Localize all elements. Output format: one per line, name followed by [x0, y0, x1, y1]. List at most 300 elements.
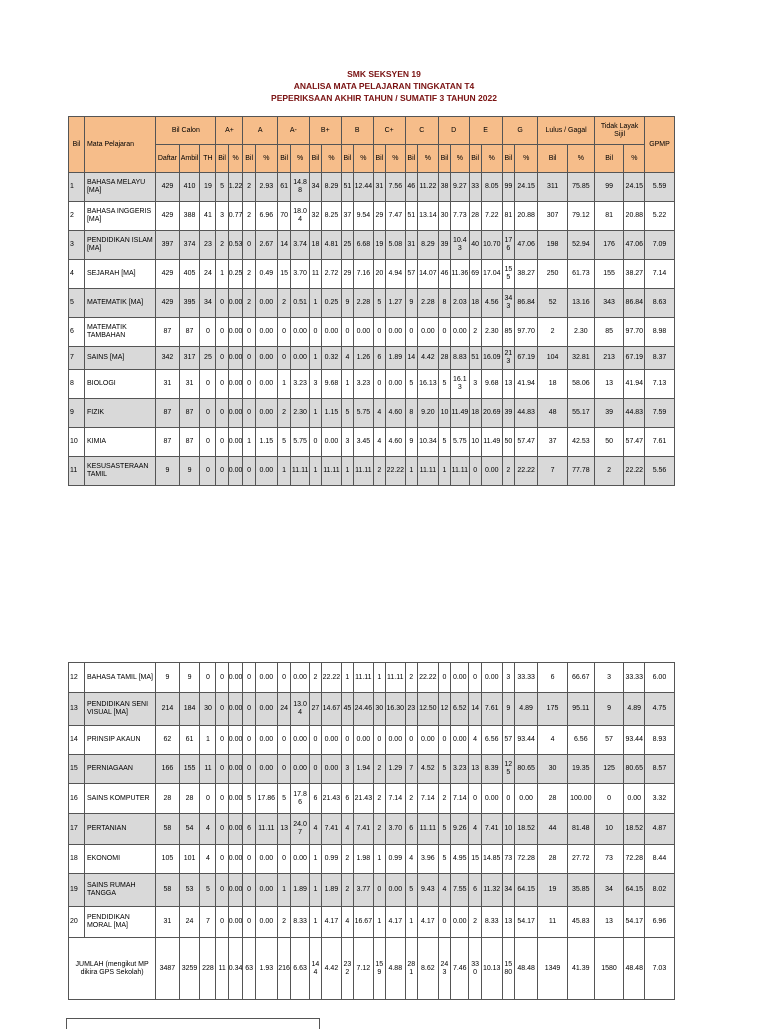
- cell-value: 42.53: [567, 428, 594, 457]
- cell-value: 5.75: [451, 428, 469, 457]
- cell-value: 0: [200, 784, 216, 814]
- cell-value: 67.19: [515, 347, 538, 370]
- cell-value: 0.00: [255, 907, 277, 938]
- cell-value: 80.65: [514, 755, 537, 784]
- header-daftar: Daftar: [156, 145, 179, 173]
- cell-value: 0.00: [228, 874, 243, 907]
- cell-value: 5: [373, 289, 385, 318]
- cell-value: 4.17: [322, 907, 342, 938]
- cell-value: 67.19: [624, 347, 645, 370]
- cell-value: 0: [200, 663, 216, 693]
- cell-value: 10.34: [417, 428, 438, 457]
- total-value: 48.48: [624, 938, 645, 1000]
- cell-value: 5.22: [645, 202, 674, 231]
- cell-value: 0.00: [354, 318, 374, 347]
- cell-value: 46: [405, 173, 417, 202]
- cell-value: 8: [438, 289, 450, 318]
- cell-value: 1: [373, 907, 385, 938]
- cell-value: 9: [156, 457, 179, 486]
- cell-value: 0: [200, 318, 216, 347]
- cell-value: 0.00: [417, 726, 438, 755]
- cell-value: 13: [594, 907, 623, 938]
- cell-value: 4.56: [481, 289, 502, 318]
- cell-value: 32: [309, 202, 321, 231]
- cell-value: 4: [469, 814, 481, 845]
- cell-value: 17.86: [255, 784, 277, 814]
- cell-value: 22.22: [624, 457, 645, 486]
- cell-value: 2: [243, 260, 255, 289]
- cell-value: 31: [373, 173, 385, 202]
- cell-value: 7.73: [451, 202, 469, 231]
- cell-value: 0.00: [255, 318, 277, 347]
- cell-value: 2: [243, 289, 255, 318]
- cell-value: 93.44: [514, 726, 537, 755]
- row-number: 12: [69, 663, 85, 693]
- cell-value: 58: [156, 874, 179, 907]
- cell-value: 19: [200, 173, 216, 202]
- cell-value: 50: [502, 428, 514, 457]
- cell-value: 51: [405, 202, 417, 231]
- cell-value: 8.93: [645, 726, 674, 755]
- total-value: 232: [341, 938, 353, 1000]
- header-e-bil: Bil: [469, 145, 481, 173]
- cell-value: 1.94: [354, 755, 374, 784]
- cell-value: 9: [405, 428, 417, 457]
- cell-value: 0: [438, 907, 450, 938]
- cell-value: 2: [538, 318, 567, 347]
- cell-value: 1: [405, 907, 417, 938]
- cell-value: 12: [438, 693, 450, 726]
- cell-value: 5: [243, 784, 255, 814]
- cell-value: 64.15: [624, 874, 645, 907]
- table-row: [69, 663, 702, 693]
- cell-value: 0: [341, 318, 353, 347]
- cell-value: 51: [341, 173, 353, 202]
- cell-value: 5: [277, 784, 291, 814]
- cell-value: 0: [216, 289, 228, 318]
- cell-value: 0.00: [255, 399, 277, 428]
- cell-value: 0: [216, 693, 228, 726]
- table-row: [69, 874, 702, 907]
- total-value: 330: [469, 938, 481, 1000]
- cell-value: 22.22: [515, 457, 538, 486]
- header-bil: Bil: [69, 117, 85, 173]
- cell-value: 13: [502, 907, 514, 938]
- cell-value: 1: [438, 457, 450, 486]
- cell-value: 10.43: [451, 231, 469, 260]
- cell-value: 3: [502, 663, 514, 693]
- cell-value: 9.20: [417, 399, 438, 428]
- cell-value: 8.98: [645, 318, 674, 347]
- cell-value: 0.00: [451, 663, 469, 693]
- cell-value: 0: [438, 663, 450, 693]
- header-c-pct: %: [417, 145, 438, 173]
- subject-name: MATEMATIK [MA]: [84, 289, 155, 318]
- cell-value: 14.88: [291, 173, 309, 202]
- cell-value: 4.42: [417, 347, 438, 370]
- table-row: [69, 784, 702, 814]
- table-row: [69, 693, 702, 726]
- cell-value: 33.33: [514, 663, 537, 693]
- cell-value: 8.29: [417, 231, 438, 260]
- table-row: [69, 173, 702, 202]
- cell-value: 52: [538, 289, 567, 318]
- cell-value: 0.77: [228, 202, 243, 231]
- cell-value: 0: [373, 318, 385, 347]
- cell-value: 2: [405, 663, 417, 693]
- cell-value: 14: [405, 347, 417, 370]
- cell-value: 6: [309, 784, 321, 814]
- cell-value: 55.17: [567, 399, 594, 428]
- table-row: [69, 347, 702, 370]
- cell-value: 15: [277, 260, 291, 289]
- cell-value: 4: [373, 428, 385, 457]
- cell-value: 5: [405, 874, 417, 907]
- cell-value: 198: [538, 231, 567, 260]
- cell-value: 7.55: [451, 874, 469, 907]
- cell-value: 14.07: [417, 260, 438, 289]
- cell-value: 7.56: [386, 173, 406, 202]
- total-value: 7.03: [645, 938, 674, 1000]
- cell-value: 397: [156, 231, 179, 260]
- cell-value: 6.56: [481, 726, 502, 755]
- table-row: [69, 370, 702, 399]
- subject-name: KESUSASTERAAN TAMIL: [84, 457, 155, 486]
- table-row: [69, 907, 702, 938]
- cell-value: 0: [243, 755, 255, 784]
- header-grade-b-plus: B+: [309, 117, 341, 145]
- cell-value: 0: [405, 726, 417, 755]
- cell-value: 0: [216, 370, 228, 399]
- cell-value: 0: [216, 318, 228, 347]
- cell-value: 0.00: [451, 726, 469, 755]
- cell-value: 343: [502, 289, 514, 318]
- cell-value: 38: [438, 173, 450, 202]
- cell-value: 75.85: [567, 173, 594, 202]
- table-row: [69, 231, 702, 260]
- cell-value: 3.23: [451, 755, 469, 784]
- cell-value: 5: [438, 428, 450, 457]
- cell-value: 29: [373, 202, 385, 231]
- cell-value: 184: [179, 693, 200, 726]
- cell-value: 0: [277, 663, 291, 693]
- subject-name: SAINS [MA]: [84, 347, 155, 370]
- cell-value: 10: [438, 399, 450, 428]
- cell-value: 86.84: [624, 289, 645, 318]
- cell-value: 19.35: [567, 755, 594, 784]
- cell-value: 61.73: [567, 260, 594, 289]
- cell-value: 2: [438, 784, 450, 814]
- cell-value: 0: [243, 347, 255, 370]
- cell-value: 0.00: [228, 289, 243, 318]
- cell-value: 77.78: [567, 457, 594, 486]
- cell-value: 87: [179, 318, 200, 347]
- cell-value: 0.99: [385, 845, 405, 874]
- cell-value: 0.00: [255, 370, 277, 399]
- cell-value: 2: [502, 457, 514, 486]
- subject-name: PERNIAGAAN: [84, 755, 155, 784]
- cell-value: 13: [502, 370, 514, 399]
- cell-value: 24.46: [354, 693, 374, 726]
- cell-value: 4.89: [514, 693, 537, 726]
- cell-value: 33.33: [624, 663, 645, 693]
- subject-name: SAINS RUMAH TANGGA: [84, 874, 155, 907]
- cell-value: 45: [341, 693, 353, 726]
- cell-value: 2.67: [255, 231, 277, 260]
- cell-value: 7.13: [645, 370, 674, 399]
- cell-value: 9.68: [481, 370, 502, 399]
- cell-value: 429: [156, 173, 179, 202]
- cell-value: 97.70: [624, 318, 645, 347]
- cell-value: 16.09: [481, 347, 502, 370]
- cell-value: 35.85: [567, 874, 594, 907]
- cell-value: 2: [405, 784, 417, 814]
- cell-value: 5: [438, 814, 450, 845]
- header-a-bil: Bil: [243, 145, 255, 173]
- cell-value: 1: [309, 907, 321, 938]
- cell-value: 0: [216, 907, 228, 938]
- cell-value: 11.11: [451, 457, 469, 486]
- cell-value: 2: [373, 814, 385, 845]
- cell-value: 0.00: [228, 755, 243, 784]
- table-row: [69, 260, 702, 289]
- cell-value: 11.11: [385, 663, 405, 693]
- total-label: JUMLAH (mengikut MP dikira GPS Sekolah): [69, 938, 156, 1000]
- header-a-plus-bil: Bil: [216, 145, 228, 173]
- subject-name: PENDIDIKAN ISLAM [MA]: [84, 231, 155, 260]
- header-b-pct: %: [354, 145, 374, 173]
- cell-value: 72.28: [624, 845, 645, 874]
- cell-value: 0.00: [386, 370, 406, 399]
- cell-value: 30: [373, 693, 385, 726]
- cell-value: 28: [538, 784, 567, 814]
- header-th: TH: [200, 145, 216, 173]
- cell-value: 39: [594, 399, 623, 428]
- cell-value: 0.00: [386, 318, 406, 347]
- cell-value: 23: [405, 693, 417, 726]
- subject-name: SAINS KOMPUTER: [84, 784, 155, 814]
- cell-value: 20.88: [624, 202, 645, 231]
- cell-value: 16.67: [354, 907, 374, 938]
- cell-value: 429: [156, 289, 179, 318]
- cell-value: 6: [341, 784, 353, 814]
- cell-value: 31: [156, 907, 179, 938]
- cell-value: 99: [502, 173, 514, 202]
- cell-value: 6: [373, 347, 385, 370]
- cell-value: 0.49: [255, 260, 277, 289]
- cell-value: 0: [277, 318, 291, 347]
- cell-value: 20: [373, 260, 385, 289]
- cell-value: 47.06: [624, 231, 645, 260]
- cell-value: 0: [216, 755, 228, 784]
- cell-value: 0.00: [481, 784, 502, 814]
- cell-value: 25: [200, 347, 216, 370]
- subject-name: PRINSIP AKAUN: [84, 726, 155, 755]
- cell-value: 0: [438, 726, 450, 755]
- header-gpmp: GPMP: [645, 117, 674, 173]
- cell-value: 16.30: [385, 693, 405, 726]
- cell-value: 54: [179, 814, 200, 845]
- cell-value: 0: [243, 370, 255, 399]
- row-number: 19: [69, 874, 85, 907]
- cell-value: 3.70: [291, 260, 309, 289]
- cell-value: 3.74: [291, 231, 309, 260]
- cell-value: 50: [594, 428, 623, 457]
- cell-value: 1: [216, 260, 228, 289]
- cell-value: 24.15: [624, 173, 645, 202]
- header-d-pct: %: [451, 145, 469, 173]
- total-value: 228: [200, 938, 216, 1000]
- cell-value: 45.83: [567, 907, 594, 938]
- cell-value: 18: [309, 231, 321, 260]
- cell-value: 5: [216, 173, 228, 202]
- cell-value: 7: [538, 457, 567, 486]
- header-b-plus-pct: %: [322, 145, 342, 173]
- cell-value: 0.32: [322, 347, 342, 370]
- table-row: [69, 289, 702, 318]
- cell-value: 1: [309, 347, 321, 370]
- cell-value: 1.89: [386, 347, 406, 370]
- subject-name: KIMIA: [84, 428, 155, 457]
- cell-value: 18: [469, 289, 481, 318]
- cell-value: 0.00: [291, 755, 309, 784]
- cell-value: 9: [156, 663, 179, 693]
- cell-value: 3: [341, 755, 353, 784]
- cell-value: 24.07: [291, 814, 309, 845]
- cell-value: 4.95: [451, 845, 469, 874]
- cell-value: 0: [373, 370, 385, 399]
- cell-value: 14: [277, 231, 291, 260]
- total-value: 3259: [179, 938, 200, 1000]
- cell-value: 11.11: [417, 814, 438, 845]
- cell-value: 0: [469, 457, 481, 486]
- total-value: 8.62: [417, 938, 438, 1000]
- cell-value: 51: [469, 347, 481, 370]
- total-value: 63: [243, 938, 255, 1000]
- cell-value: 2: [594, 457, 623, 486]
- cell-value: 58: [156, 814, 179, 845]
- row-number: 3: [69, 231, 85, 260]
- cell-value: 4: [373, 399, 385, 428]
- cell-value: 22.22: [417, 663, 438, 693]
- cell-value: 4: [200, 814, 216, 845]
- cell-value: 0: [216, 874, 228, 907]
- cell-value: 72.28: [514, 845, 537, 874]
- cell-value: 18: [538, 370, 567, 399]
- header-tidak-layak-pct: %: [624, 145, 645, 173]
- cell-value: 81.48: [567, 814, 594, 845]
- cell-value: 28: [179, 784, 200, 814]
- cell-value: 11.36: [451, 260, 469, 289]
- cell-value: 6.96: [645, 907, 674, 938]
- table-row: [69, 726, 702, 755]
- row-number: 18: [69, 845, 85, 874]
- cell-value: 39: [438, 231, 450, 260]
- cell-value: 4.81: [322, 231, 342, 260]
- cell-value: 8.33: [481, 907, 502, 938]
- total-value: 1580: [502, 938, 514, 1000]
- cell-value: 0.00: [228, 457, 243, 486]
- cell-value: 8.33: [291, 907, 309, 938]
- cell-value: 0.00: [514, 784, 537, 814]
- cell-value: 5.75: [354, 399, 374, 428]
- cell-value: 0.00: [255, 457, 277, 486]
- cell-value: 176: [502, 231, 514, 260]
- cell-value: 8.29: [322, 173, 342, 202]
- cell-value: 54.17: [624, 907, 645, 938]
- cell-value: 0: [309, 318, 321, 347]
- row-number: 9: [69, 399, 85, 428]
- cell-value: 3: [469, 370, 481, 399]
- cell-value: 0.00: [228, 370, 243, 399]
- cell-value: 24: [179, 907, 200, 938]
- cell-value: 0.00: [255, 726, 277, 755]
- cell-value: 1.29: [385, 755, 405, 784]
- total-value: 1349: [538, 938, 567, 1000]
- cell-value: 0: [200, 370, 216, 399]
- cell-value: 125: [594, 755, 623, 784]
- cell-value: 4.52: [417, 755, 438, 784]
- header-d-bil: Bil: [438, 145, 450, 173]
- cell-value: 44.83: [515, 399, 538, 428]
- cell-value: 12.50: [417, 693, 438, 726]
- cell-value: 6: [243, 814, 255, 845]
- cell-value: 4: [469, 726, 481, 755]
- cell-value: 2: [341, 845, 353, 874]
- cell-value: 61: [179, 726, 200, 755]
- cell-value: 15: [469, 845, 481, 874]
- row-number: 13: [69, 693, 85, 726]
- cell-value: 175: [538, 693, 567, 726]
- cell-value: 6.52: [451, 693, 469, 726]
- cell-value: 1: [405, 457, 417, 486]
- cell-value: 4: [405, 845, 417, 874]
- cell-value: 5.75: [291, 428, 309, 457]
- cell-value: 3.23: [291, 370, 309, 399]
- cell-value: 24.15: [515, 173, 538, 202]
- cell-value: 0: [309, 428, 321, 457]
- cell-value: 5: [438, 755, 450, 784]
- cell-value: 53: [179, 874, 200, 907]
- header-ambil: Ambil: [179, 145, 200, 173]
- cell-value: 1: [341, 370, 353, 399]
- cell-value: 410: [179, 173, 200, 202]
- cell-value: 4.89: [624, 693, 645, 726]
- cell-value: 11: [538, 907, 567, 938]
- cell-value: 1: [309, 457, 321, 486]
- cell-value: 9: [594, 693, 623, 726]
- cell-value: 2: [341, 874, 353, 907]
- cell-value: 8: [405, 399, 417, 428]
- cell-value: 6: [405, 814, 417, 845]
- total-value: 159: [373, 938, 385, 1000]
- header-mata-pelajaran: Mata Pelajaran: [84, 117, 155, 173]
- cell-value: 8.63: [645, 289, 674, 318]
- cell-value: 0.00: [291, 318, 309, 347]
- header-lulus-gagal: Lulus / Gagal: [538, 117, 595, 145]
- cell-value: 0.00: [228, 693, 243, 726]
- cell-value: 32.81: [567, 347, 594, 370]
- cell-value: 40: [469, 231, 481, 260]
- subject-name: PENDIDIKAN SENI VISUAL [MA]: [84, 693, 155, 726]
- table-row: [69, 814, 702, 845]
- cell-value: 0: [469, 663, 481, 693]
- cell-value: 8.83: [451, 347, 469, 370]
- cell-value: 7.47: [386, 202, 406, 231]
- header-grade-e: E: [469, 117, 502, 145]
- table-row: [69, 845, 702, 874]
- cell-value: 24: [200, 260, 216, 289]
